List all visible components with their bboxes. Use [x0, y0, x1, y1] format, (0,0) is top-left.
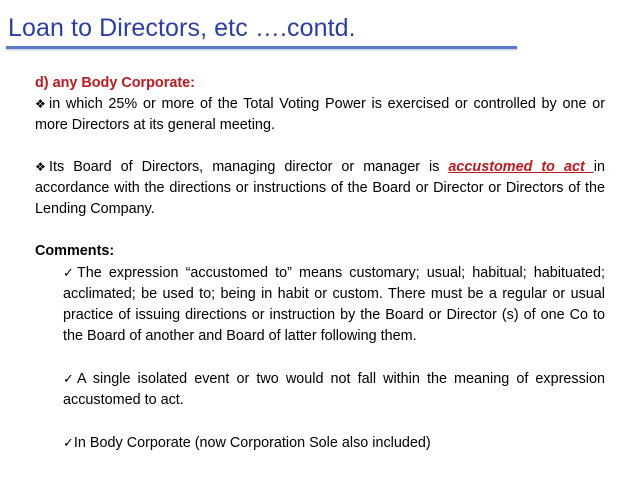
bullet-2-highlight: accustomed to act — [448, 159, 594, 175]
checkmark-icon: ✓ — [63, 265, 77, 280]
diamond-bullet-icon: ❖ — [35, 97, 46, 111]
comment-item-3 — [63, 432, 605, 454]
checkmark-icon: ✓ — [63, 435, 74, 450]
title-underline — [6, 46, 517, 49]
bullet-paragraph-2 — [35, 157, 605, 220]
diamond-bullet-icon: ❖ — [35, 160, 46, 174]
comment-item-1-text: The expression “accustomed to” means customary; usual; habitual; habituated; acclimated; be used to; being in habit or custom. There must be a regular or usual practice of issuing directions or instruction by the Board or Director (s) of one Co to the Board of another and Board of latter following them. — [63, 265, 605, 344]
comments-label: Comments: — [35, 243, 115, 259]
slide-title: Loan to Directors, etc ….contd. — [8, 14, 356, 42]
comment-item-2 — [63, 368, 605, 411]
bullet-2-text-after: in accordance with the directions or instructions of the Board or Director or Directors of the Lending Company. — [35, 159, 605, 217]
spacer — [35, 220, 605, 241]
spacer — [35, 411, 605, 432]
section-heading: d) any Body Corporate: — [35, 75, 195, 91]
spacer — [35, 347, 605, 368]
bullet-1-text: in which 25% or more of the Total Voting Power is exercised or controlled by one or more Directors at its general meeting. — [35, 96, 605, 133]
bullet-2-text-before: Its Board of Directors, managing director or manager is — [49, 159, 449, 175]
slide-body — [35, 73, 605, 454]
comment-item-3-text: In Body Corporate (now Corporation Sole also included) — [73, 435, 431, 451]
bullet-paragraph-1 — [35, 94, 605, 136]
comment-item-1 — [63, 262, 605, 347]
spacer — [35, 136, 605, 157]
checkmark-icon: ✓ — [63, 371, 77, 386]
comment-item-2-text: A single isolated event or two would not fall within the meaning of expression accustomed to act. — [63, 371, 605, 408]
